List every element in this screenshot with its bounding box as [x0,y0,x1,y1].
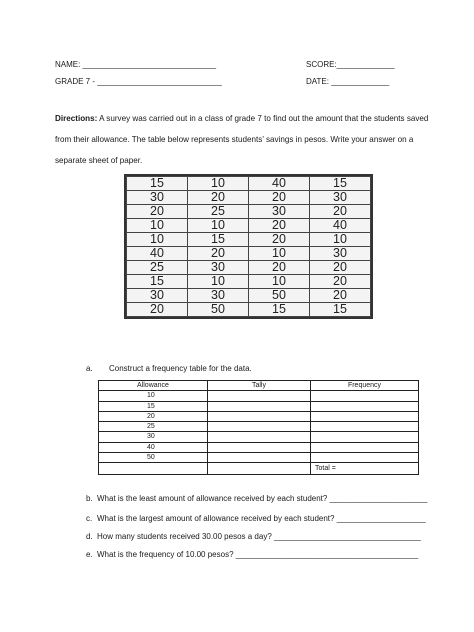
tally-cell [208,442,311,452]
question-a [86,364,252,373]
savings-cell: 20 [249,219,310,233]
savings-row [127,177,371,191]
savings-cell: 15 [310,177,371,191]
date-field-label: DATE: _____________ [306,77,390,86]
question-e-text: What is the frequency of 10.00 pesos? _________________________________________ [97,550,419,559]
savings-cell: 30 [127,191,188,205]
total-empty-cell [99,463,208,475]
savings-cell: 25 [127,261,188,275]
tally-cell [208,453,311,463]
savings-cell: 15 [127,177,188,191]
frequency-header-row [99,381,419,391]
savings-row [127,233,371,247]
savings-cell: 20 [127,303,188,317]
question-c-text: What is the largest amount of allowance received by each student? ____________________ [97,514,426,523]
savings-cell: 30 [127,289,188,303]
savings-row [127,205,371,219]
question-d-marker: d. [86,532,93,541]
name-field-label: NAME: ______________________________ [55,60,217,69]
directions-heading: Directions: [55,114,98,123]
savings-cell: 15 [310,303,371,317]
frequency-total-row [99,463,419,475]
question-b [86,494,427,503]
savings-cell: 40 [310,219,371,233]
savings-cell: 30 [188,289,249,303]
savings-cell: 15 [127,275,188,289]
tally-cell [208,391,311,401]
savings-cell: 10 [127,233,188,247]
allowance-cell: 40 [99,442,208,452]
savings-row [127,303,371,317]
frequency-row [99,442,419,452]
savings-cell: 20 [310,289,371,303]
frequency-cell [311,422,419,432]
question-a-text: Construct a frequency table for the data. [109,364,252,373]
frequency-table [98,380,419,475]
savings-cell: 10 [188,275,249,289]
savings-cell: 20 [310,205,371,219]
savings-cell: 10 [249,275,310,289]
savings-cell: 10 [127,219,188,233]
tally-cell [208,411,311,421]
frequency-cell [311,442,419,452]
savings-cell: 50 [249,289,310,303]
total-label: Total = [311,463,419,475]
allowance-cell: 20 [99,411,208,421]
savings-cell: 20 [188,247,249,261]
tally-cell [208,432,311,442]
frequency-row [99,422,419,432]
question-e-marker: e. [86,550,93,559]
question-b-text: What is the least amount of allowance received by each student? ______________________ [97,494,428,503]
allowance-cell: 15 [99,401,208,411]
savings-cell: 15 [249,303,310,317]
savings-cell: 20 [249,233,310,247]
savings-cell: 40 [249,177,310,191]
savings-cell: 50 [188,303,249,317]
savings-cell: 30 [249,205,310,219]
savings-cell: 20 [310,275,371,289]
question-c-marker: c. [86,514,93,523]
savings-row [127,219,371,233]
savings-cell: 10 [188,177,249,191]
header-tally: Tally [208,381,311,391]
question-e [86,550,418,559]
savings-cell: 10 [310,233,371,247]
header-frequency: Frequency [311,381,419,391]
frequency-row [99,401,419,411]
question-b-marker: b. [86,494,93,503]
frequency-row [99,411,419,421]
frequency-row [99,391,419,401]
question-d-text: How many students received 30.00 pesos a day? _________________________________ [97,532,421,541]
tally-cell [208,401,311,411]
savings-cell: 40 [127,247,188,261]
header-allowance: Allowance [99,381,208,391]
frequency-row [99,432,419,442]
savings-row [127,289,371,303]
savings-cell: 20 [127,205,188,219]
frequency-row [99,453,419,463]
allowance-cell: 30 [99,432,208,442]
savings-cell: 10 [249,247,310,261]
frequency-cell [311,391,419,401]
savings-row [127,261,371,275]
savings-row [127,191,371,205]
frequency-cell [311,432,419,442]
allowance-cell: 50 [99,453,208,463]
savings-row [127,247,371,261]
question-d [86,532,421,541]
question-c [86,514,426,523]
frequency-cell [311,401,419,411]
tally-cell [208,422,311,432]
savings-cell: 15 [188,233,249,247]
savings-cell: 30 [310,191,371,205]
directions-text: A survey was carried out in a class of grade 7 to find out the amount that the students saved from their allowance. The table below represents students’ savings in pesos. Write your answer on a separate sheet of paper. [55,114,429,165]
savings-cell: 20 [310,261,371,275]
savings-cell: 30 [310,247,371,261]
savings-cell: 10 [188,219,249,233]
frequency-cell [311,453,419,463]
savings-cell: 25 [188,205,249,219]
frequency-cell [311,411,419,421]
directions-paragraph [55,108,435,171]
allowance-cell: 25 [99,422,208,432]
savings-cell: 20 [249,261,310,275]
savings-cell: 20 [188,191,249,205]
question-a-marker: a. [86,364,93,373]
grade-field-label: GRADE 7 - ____________________________ [55,77,222,86]
total-empty-cell [208,463,311,475]
savings-cell: 30 [188,261,249,275]
allowance-cell: 10 [99,391,208,401]
score-field-label: SCORE:_____________ [306,60,395,69]
savings-row [127,275,371,289]
savings-table [126,176,371,317]
savings-cell: 20 [249,191,310,205]
